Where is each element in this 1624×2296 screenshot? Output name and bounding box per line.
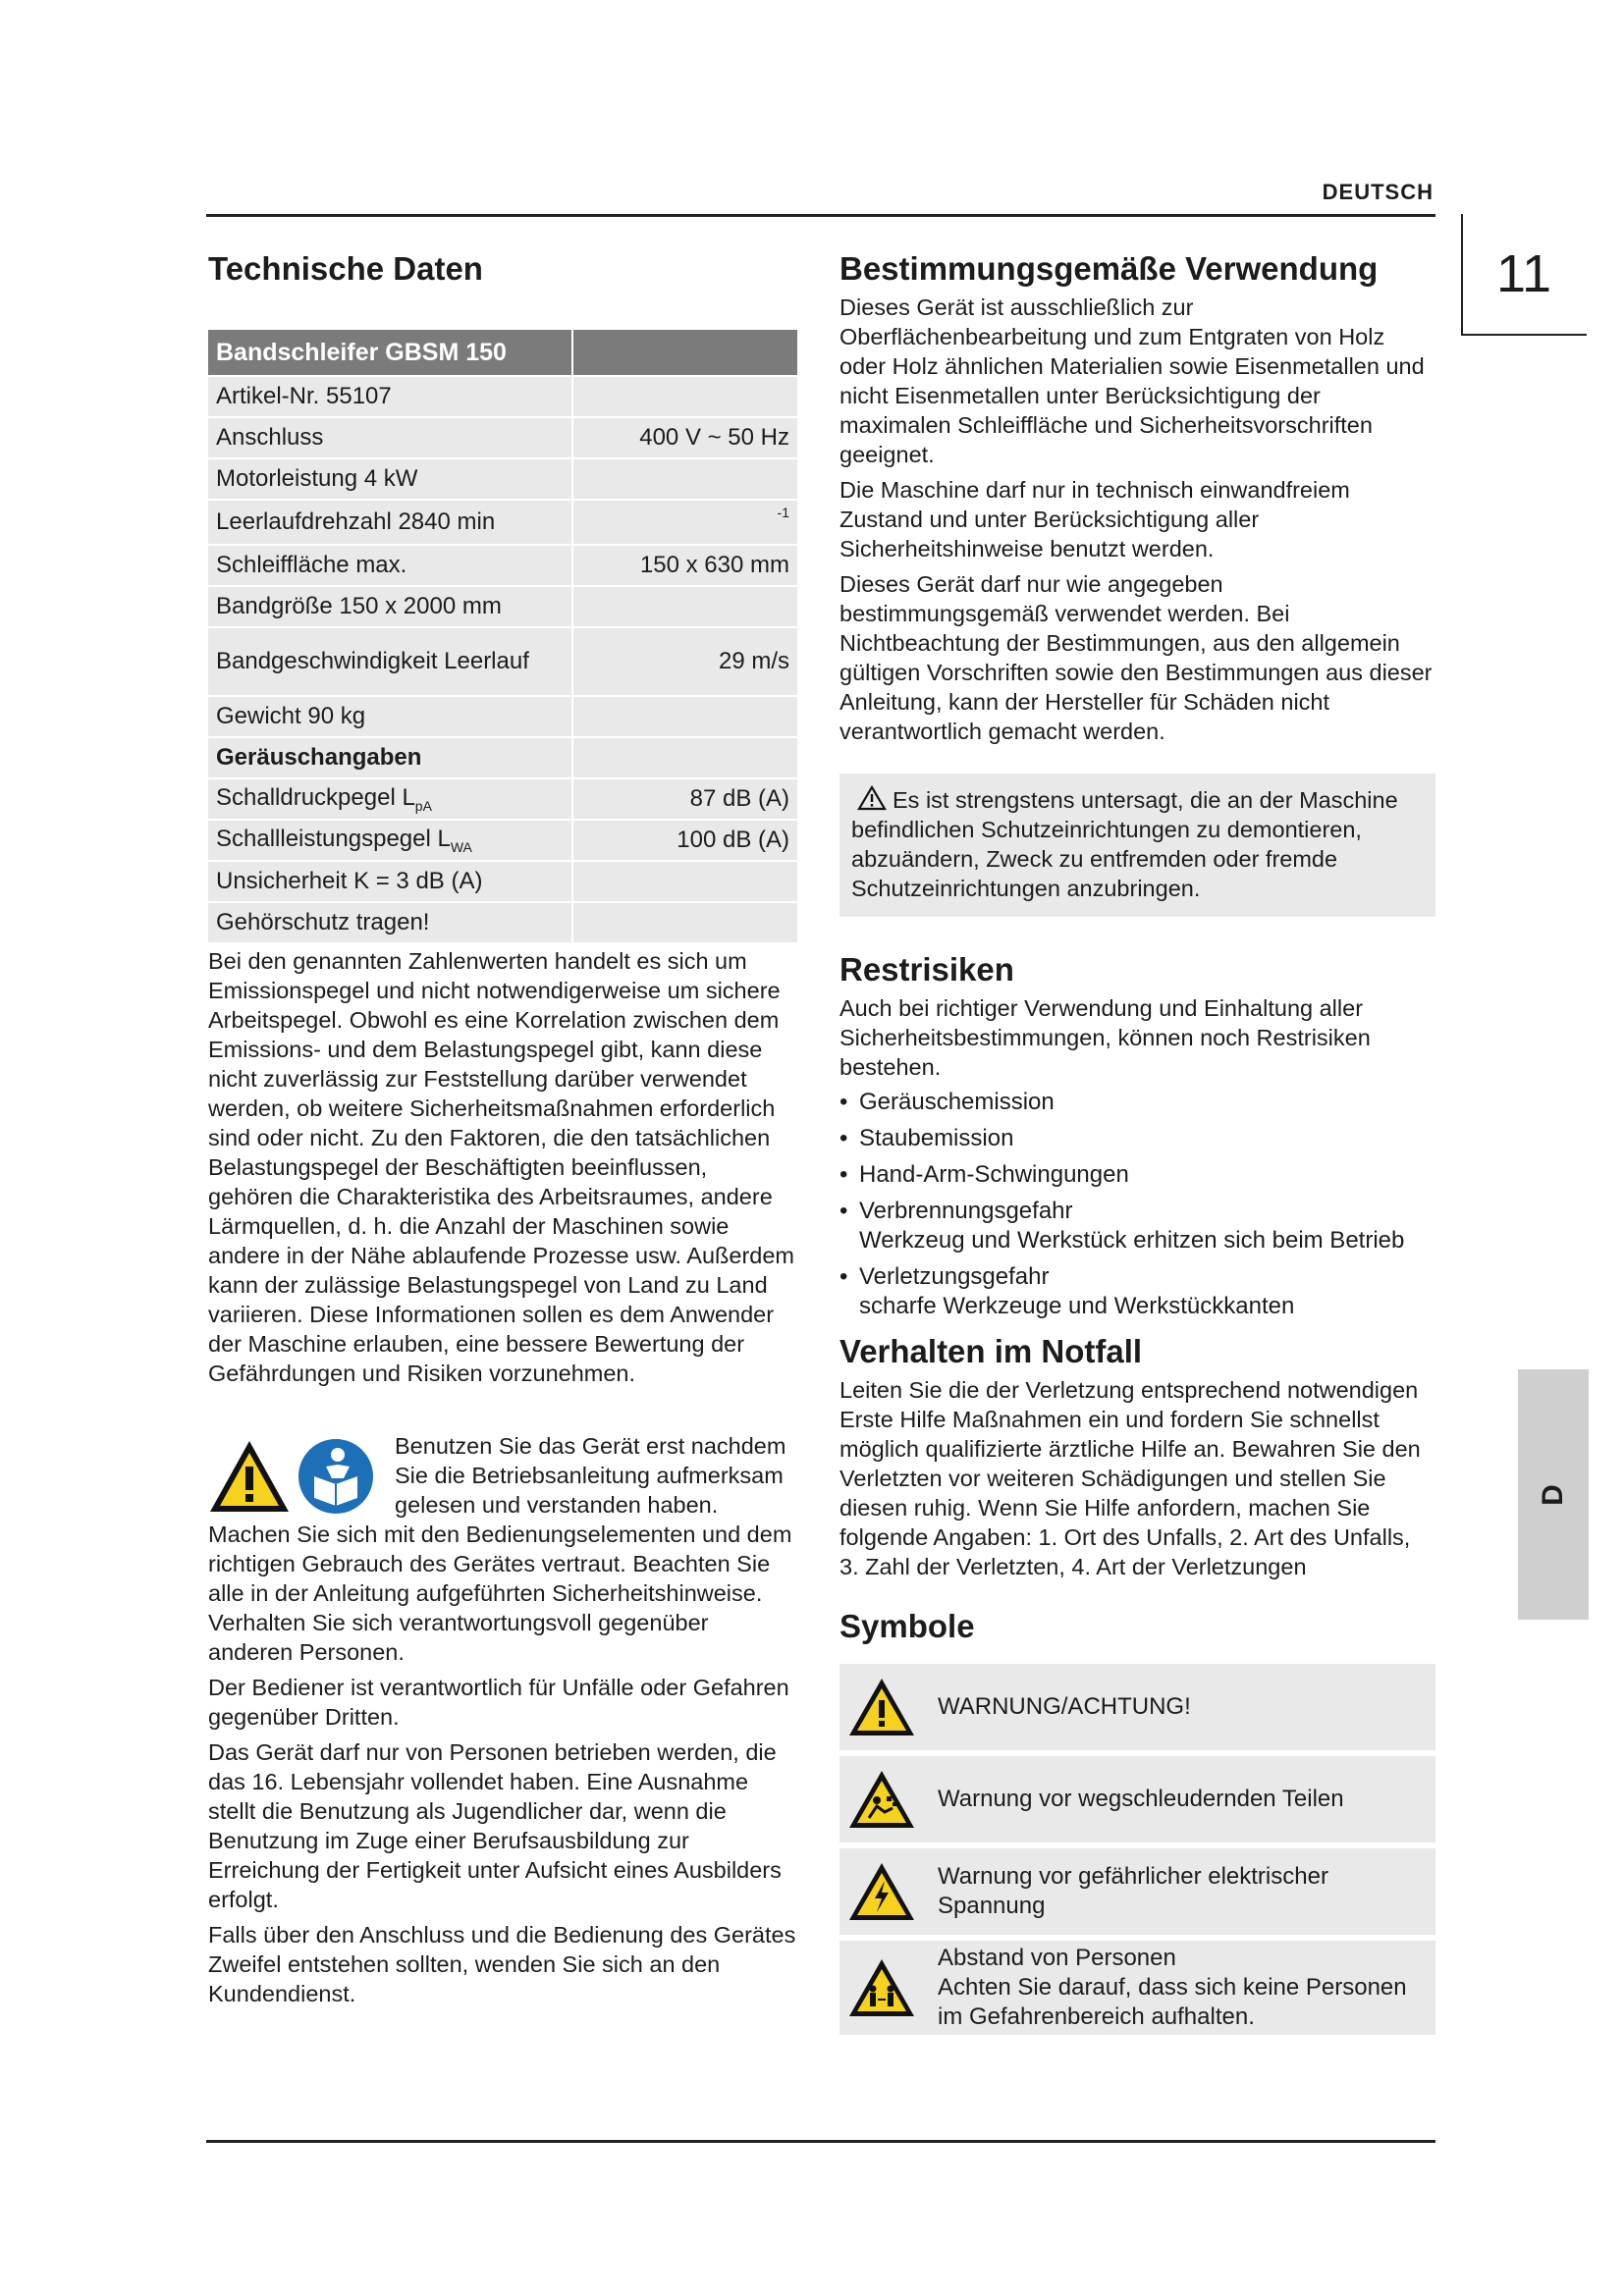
right-column (839, 245, 1435, 2041)
left-column (208, 245, 797, 2008)
spec-value: 150 x 630 mm (573, 546, 797, 585)
symbol-icon-cell (839, 1677, 924, 1737)
table-row (208, 459, 797, 499)
symbol-text (924, 1692, 1435, 1722)
spec-label: Bandgröße 150 x 2000 mm (208, 587, 571, 626)
risk-title: Verletzungsgefahr (859, 1263, 1050, 1290)
warning-outline-icon (857, 785, 887, 811)
list-item (839, 1124, 1435, 1153)
age-paragraph: Das Gerät darf nur von Personen betrieben werden, die das 16. Lebensjahr vollendet haben. Eine Ausnahme stellt die Benutzung als Jugendlicher dar, wenn die Benutzung im Zuge einer Berufsausbildung zur Erreichung der Fertigkeit unter Aufsicht eines Ausbilders erfolgt. (208, 1739, 782, 1912)
spec-label: Unsicherheit K = 3 dB (A) (208, 862, 571, 901)
symbol-row (839, 1848, 1435, 1935)
table-row (208, 587, 797, 626)
warning-box (839, 774, 1435, 917)
risk-title: Geräuschemission (859, 1089, 1055, 1115)
list-item (839, 1262, 1435, 1321)
spec-label (208, 821, 571, 860)
table-row (208, 501, 797, 544)
symbol-line2: Achten Sie darauf, dass sich keine Personen im Gefahrenbereich aufhalten. (938, 1974, 1407, 2030)
top-rule (206, 214, 1435, 217)
ear-protection-note: Gehörschutz tragen! (208, 903, 571, 942)
operator-paragraph: Der Bediener ist verantwortlich für Unfälle oder Gefahren gegenüber Dritten. (208, 1675, 789, 1730)
spec-table (206, 328, 799, 944)
table-row (208, 377, 797, 416)
emergency-title: Verhalten im Notfall (839, 1333, 1143, 1369)
electric-hazard-icon (847, 1861, 916, 1922)
spec-label: Leerlaufdrehzahl 2840 min (208, 501, 571, 544)
spec-value (573, 738, 797, 777)
warning-exclamation-icon (847, 1677, 916, 1737)
spec-label: Motorleistung 4 kW (208, 459, 571, 499)
spec-value (573, 377, 797, 416)
read-manual-icon (297, 1437, 375, 1516)
symbol-text (924, 1785, 1435, 1814)
symbol-icon-cell (839, 1957, 924, 2018)
page-number: 11 (1495, 244, 1552, 303)
list-item (839, 1197, 1435, 1255)
table-row (208, 779, 797, 819)
table-row (208, 628, 797, 695)
spec-value: 100 dB (A) (573, 821, 797, 860)
spec-table-header: Bandschleifer GBSM 150 (208, 330, 571, 375)
table-row (208, 418, 797, 457)
spec-label: Schleiffläche max. (208, 546, 571, 585)
symbol-row (839, 1664, 1435, 1750)
flying-parts-icon (847, 1769, 916, 1830)
intended-use-paragraph-2: Die Maschine darf nur in technisch einwandfreiem Zustand und unter Berücksichtigung aller Sicherheitshinweise benutzt werden. (839, 477, 1350, 561)
table-row (208, 697, 797, 736)
doubt-paragraph: Falls über den Anschluss und die Bedienung des Gerätes Zweifel entstehen sollten, wenden Sie sich an den Kundendienst. (208, 1922, 796, 2006)
manual-icon-group (208, 1437, 383, 1516)
symbol-text (924, 1862, 1435, 1921)
list-item (839, 1088, 1435, 1117)
symbol-line1: Warnung vor wegschleudernden Teilen (938, 1786, 1344, 1812)
noise-heading: Geräuschangaben (208, 738, 571, 777)
bottom-rule (206, 2140, 1435, 2143)
symbols-title: Symbole (839, 1608, 975, 1644)
emission-paragraph: Bei den genannten Zahlenwerten handelt es sich um Emissionspegel und nicht notwendigerweise um sichere Arbeitspegel. Obwohl es eine Korrelation zwischen dem Emissions- und dem Belastungspegel gibt, kann diese nicht zuverlässig zur Feststellung darüber verwendet werden, ob weitere Sicherheitsmaßnahmen erforderlich sind oder nicht. Zu den Faktoren, die den tatsächlichen Belastungspegel der Beschäftigten beeinflussen, gehören die Charakteristika des Arbeitsraumes, andere Lärmquellen, d. h. die Anzahl der Maschinen sowie andere in der Nähe ablaufende Prozesse usw. Außerdem kann der zulässige Belastungspegel von Land zu Land variieren. Diese Informationen sollen es dem Anwender der Maschine erlauben, eine bessere Bewertung der Gefährdungen und Risiken vorzunehmen. (208, 948, 795, 1386)
symbol-line1: WARNUNG/ACHTUNG! (938, 1693, 1191, 1720)
residual-risks-title: Restrisiken (839, 951, 1014, 988)
table-row (208, 546, 797, 585)
residual-risks-list (839, 1088, 1435, 1321)
list-item (839, 1160, 1435, 1190)
risk-title: Staubemission (859, 1125, 1014, 1151)
risk-title: Verbrennungsgefahr (859, 1198, 1073, 1224)
symbol-line1: Abstand von Personen (938, 1945, 1176, 1971)
spec-value (573, 697, 797, 736)
warning-triangle-icon (208, 1437, 291, 1516)
emergency-paragraph: Leiten Sie die der Verletzung entsprechend notwendigen Erste Hilfe Maßnahmen ein und fordern Sie schnellst möglich qualifizierte ärztliche Hilfe an. Bewahren Sie den Verletzten vor weiteren Schädigungen und stellen Sie diesen ruhig. Wenn Sie Hilfe anfordern, machen Sie folgende Angaben: 1. Ort des Unfalls, 2. Art des Unfalls, 3. Zahl der Verletzten, 4. Art der Verletzungen (839, 1377, 1421, 1579)
spec-value: 29 m/s (573, 628, 797, 695)
side-tab-label-wrap (1518, 1369, 1589, 1620)
spec-value (573, 903, 797, 942)
symbol-line1: Warnung vor gefährlicher elektrischer (938, 1863, 1328, 1890)
intended-use-title: Bestimmungsgemäße Verwendung (839, 250, 1379, 287)
intended-use-paragraph-1: Dieses Gerät ist ausschließlich zur Oberflächenbearbeitung und zum Entgraten von Holz oder Holz ähnlichen Materialien sowie Eisenmetallen und nicht Eisenmetallen unter Berücksichtigung der maximalen Schleiffläche und Sicherheitsvorschriften geeignet. (839, 294, 1425, 467)
spec-table-header-empty (573, 330, 797, 375)
symbol-row (839, 1941, 1435, 2035)
technical-data-title: Technische Daten (208, 250, 483, 287)
noise-label: Schalldruckpegel L (216, 784, 415, 812)
spec-label: Artikel-Nr. 55107 (208, 377, 571, 416)
spec-value (573, 862, 797, 901)
risk-title: Hand-Arm-Schwingungen (859, 1161, 1129, 1188)
noise-label: Schallleistungspegel L (216, 826, 451, 853)
manual-paragraph: Benutzen Sie das Gerät erst nachdem Sie die Betriebsanleitung aufmerksam gelesen und verstanden haben. Machen Sie sich mit den Bedienungselementen und dem richtigen Gebrauch des Gerätes vertraut. Beachten Sie alle in der Anleitung aufgeführten Sicherheitshinweise. Verhalten Sie sich verantwortungsvoll gegenüber anderen Personen. (208, 1433, 792, 1665)
table-row (208, 821, 797, 860)
keep-distance-icon (847, 1957, 916, 2018)
table-row (208, 903, 797, 942)
spec-label (208, 779, 571, 819)
spec-table-header-row (208, 330, 797, 375)
risk-detail: Werkzeug und Werkstück erhitzen sich beim Betrieb (859, 1227, 1405, 1254)
symbol-icon-cell (839, 1861, 924, 1922)
noise-heading-row (208, 738, 797, 777)
residual-risks-intro: Auch bei richtiger Verwendung und Einhaltung aller Sicherheitsbestimmungen, können noch Restrisiken bestehen. (839, 995, 1371, 1080)
intended-use-paragraph-3: Dieses Gerät darf nur wie angegeben bestimmungsgemäß verwendet werden. Bei Nichtbeachtung der Bestimmungen, aus den allgemein gültigen Vorschriften sowie den Bestimmungen aus dieser Anleitung, kann der Hersteller für Schäden nicht verantwortlich gemacht werden. (839, 571, 1433, 744)
risk-detail: scharfe Werkzeuge und Werkstückkanten (859, 1293, 1295, 1319)
spec-label: Bandgeschwindigkeit Leerlauf (208, 628, 571, 695)
side-tab-label: D (1536, 1483, 1569, 1506)
symbol-row (839, 1756, 1435, 1842)
table-row (208, 862, 797, 901)
spec-value: 400 V ~ 50 Hz (573, 418, 797, 457)
manual-notice (208, 1431, 797, 1667)
noise-subscript: WA (450, 838, 472, 855)
warning-box-text-wrap (851, 785, 1426, 903)
symbol-text (924, 1944, 1435, 2032)
spec-label: Gewicht 90 kg (208, 697, 571, 736)
spec-value: 87 dB (A) (573, 779, 797, 819)
noise-subscript: pA (414, 797, 432, 814)
warning-box-text: Es ist strengstens untersagt, die an der Maschine befindlichen Schutzeinrichtungen zu demontieren, abzuändern, Zweck zu entfremden oder fremde Schutzeinrichtungen anzubringen. (851, 787, 1398, 901)
language-header: DEUTSCH (1322, 180, 1434, 204)
spec-value (573, 459, 797, 499)
spec-value (573, 587, 797, 626)
symbol-line2: Spannung (938, 1893, 1046, 1919)
symbol-icon-cell (839, 1769, 924, 1830)
spec-label: Anschluss (208, 418, 571, 457)
spec-value: -1 (573, 501, 797, 544)
